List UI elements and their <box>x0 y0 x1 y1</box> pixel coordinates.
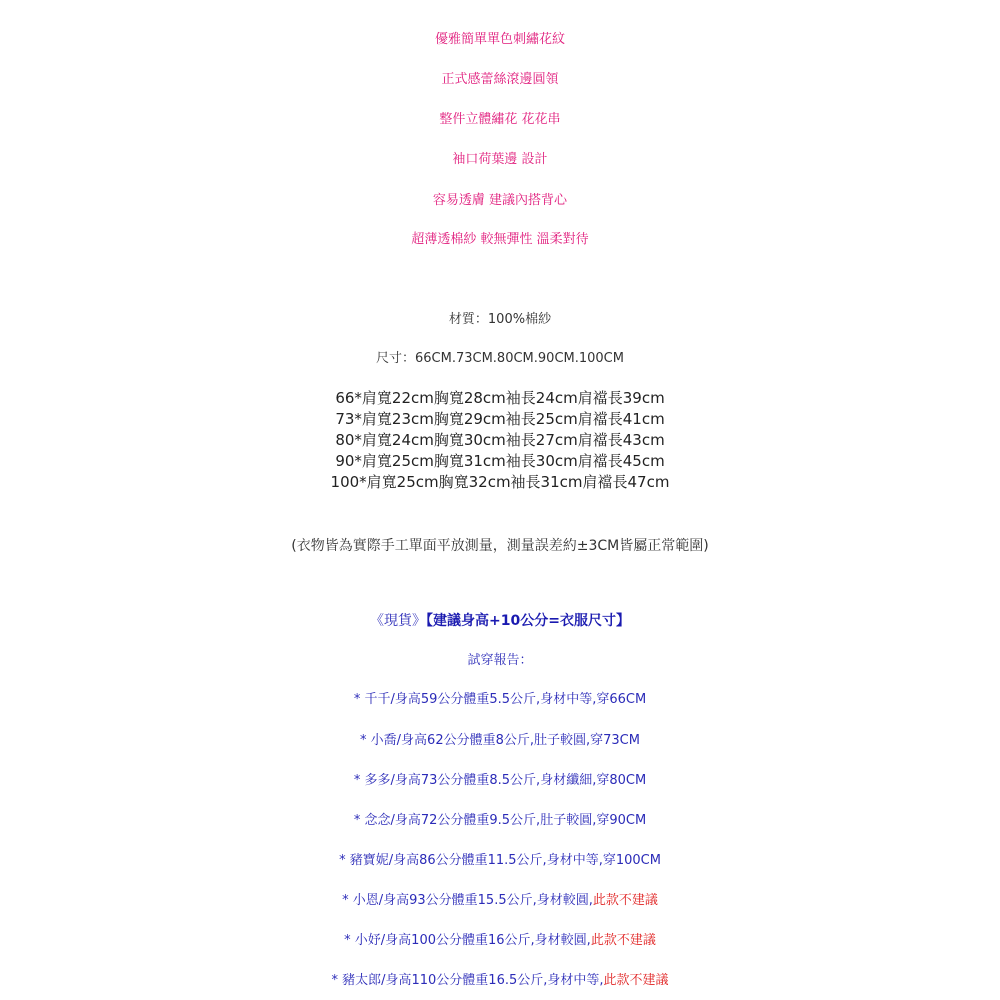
report-item-text: * 豬太郎/身高110公分體重16.5公斤,身材中等, <box>331 973 604 988</box>
stock-suggestion-line <box>0 614 1000 628</box>
measurement-row: 90*肩寬25cm胸寬31cm袖長30cm肩襠長45cm <box>335 452 665 470</box>
measurement-note: (衣物皆為實際手工單面平放測量，測量誤差約±3CM皆屬正常範圍) <box>291 538 709 554</box>
feature-line-2: 正式感蕾絲滾邊圓領 <box>441 72 559 87</box>
report-item-text: * 多多/身高73公分體重8.5公斤,身材纖細,穿80CM <box>353 773 647 788</box>
report-item <box>0 774 1000 787</box>
report-item <box>0 734 1000 747</box>
feature-line-3: 整件立體繡花 花花串 <box>439 112 561 127</box>
report-item-text: * 小妤/身高100公分體重16公斤,身材較圓, <box>344 933 591 948</box>
size-suggestion: 【建議身高+10公分=衣服尺寸】 <box>426 613 630 629</box>
measurement-row: 66*肩寬22cm胸寬28cm袖長24cm肩襠長39cm <box>335 389 665 407</box>
report-item <box>0 894 1000 907</box>
report-item <box>0 693 1000 706</box>
report-title: 試穿報告： <box>467 653 533 668</box>
sizes-line: 尺寸：66CM.73CM.80CM.90CM.100CM <box>376 351 624 366</box>
stock-label: 《現貨》 <box>370 613 427 629</box>
report-item-text: * 小喬/身高62公分體重8公斤,肚子較圓,穿73CM <box>360 733 640 748</box>
feature-line-4: 袖口荷葉邊 設計 <box>452 152 548 167</box>
measurement-row: 80*肩寬24cm胸寬30cm袖長27cm肩襠長43cm <box>335 431 665 449</box>
feature-line-1: 優雅簡單單色刺繡花紋 <box>434 32 565 47</box>
report-item <box>0 974 1000 987</box>
feature-line-6: 超薄透棉紗 較無彈性 溫柔對待 <box>411 232 589 247</box>
report-item <box>0 934 1000 947</box>
report-item-warning: 此款不建議 <box>603 973 669 988</box>
measurement-row: 73*肩寬23cm胸寬29cm袖長25cm肩襠長41cm <box>335 410 665 428</box>
report-item-warning: 此款不建議 <box>592 893 658 908</box>
report-item <box>0 854 1000 867</box>
feature-line-5: 容易透膚 建議內搭背心 <box>432 193 568 208</box>
report-item-text: * 念念/身高72公分體重9.5公斤,肚子較圓,穿90CM <box>353 813 647 828</box>
report-item-text: * 豬寶妮/身高86公分體重11.5公斤,身材中等,穿100CM <box>339 853 661 868</box>
measurement-row: 100*肩寬25cm胸寬32cm袖長31cm肩襠長47cm <box>330 473 670 491</box>
report-item-warning: 此款不建議 <box>590 933 656 948</box>
report-item <box>0 814 1000 827</box>
report-item-text: * 小恩/身高93公分體重15.5公斤,身材較圓, <box>342 893 593 908</box>
material-line: 材質：100%棉紗 <box>448 312 552 327</box>
report-item-text: * 千千/身高59公分體重5.5公斤,身材中等,穿66CM <box>353 692 647 707</box>
